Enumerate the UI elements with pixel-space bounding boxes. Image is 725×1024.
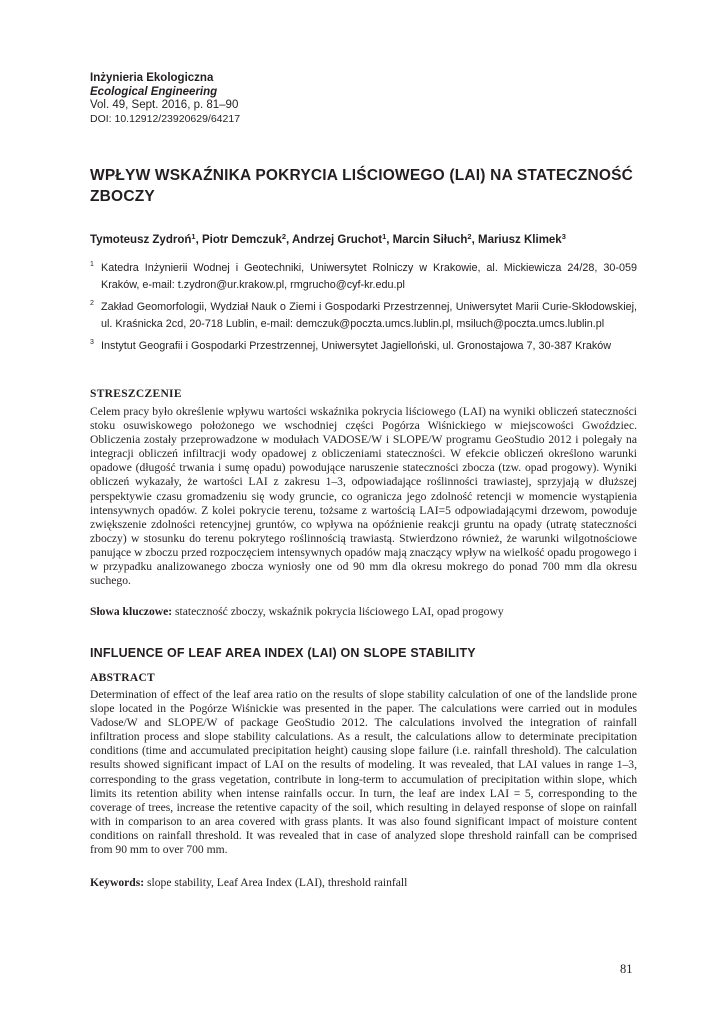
keywords-pl <box>90 605 637 619</box>
author-name: Andrzej Gruchot <box>291 234 383 246</box>
affiliation-text: Instytut Geografii i Gospodarki Przestrzennej, Uniwersytet Jagielloński, ul. Gronostajowa 7, 30-387 Kraków <box>101 340 612 353</box>
journal-volume: Vol. 49, Sept. 2016, p. 81–90 <box>90 99 239 111</box>
author-name: Marcin Siłuch <box>392 234 468 246</box>
affiliation-item <box>90 299 637 332</box>
author-name: Piotr Demczuk <box>201 234 282 246</box>
journal-name-en: Ecological Engineering <box>90 85 218 98</box>
keywords-pl-label: Słowa kluczowe: <box>90 605 173 618</box>
author-affiliation-mark: 2 <box>467 232 472 241</box>
keywords-pl-text: stateczność zboczy, wskaźnik pokrycia liściowego LAI, opad progowy <box>175 605 504 618</box>
affiliation-text: Katedra Inżynierii Wodnej i Geotechniki, Uniwersytet Rolniczy w Krakowie, al. Mickiewicza 24/28, 30-059 Kraków, e-mail: t.zydron@ur.krakow.pl, rmgrucho@cyf-kr.edu.pl <box>101 262 637 291</box>
journal-header <box>90 72 240 126</box>
author-list <box>90 232 566 246</box>
affiliation-number: 3 <box>90 339 94 347</box>
keywords-en-label: Keywords: <box>90 876 145 889</box>
affiliation-number: 2 <box>90 300 94 308</box>
streszczenie-text: Celem pracy było określenie wpływu wartości wskaźnika pokrycia liściowego (LAI) na wyniki obliczeń stateczności stoku osuwiskowego położonego we wschodniej części Pogórza Wiśnickiego w miejscowości Gwoździec. Obliczenia zostały przeprowadzone w modułach VADOSE/W i SLOPE/W programu GeoStudio 2012 i polegały na integracji obliczeń infiltracji wody opadowej z obliczeniami stateczności. W efekcie obliczeń określono warunki opadowe (długość trwania i sumę opadu) powodujące naruszenie stateczności zbocza (tzw. opad progowy). Wyniki obliczeń wykazały, że wartości LAI z zakresu 1–3, odpowiadające roślinności trawiastej, sprzyjają w dłuższej perspektywie czasu gromadzeniu się wody gruncie, co ogranicza jego zdolność retencji w momencie wystąpienia intensywnych opadów. Z kolei pokrycie terenu, tożsame z wartością LAI=5 odpowiadającymi drzewom, powoduje zwiększenie zdolności retencyjnej gruntów, co wpływa na opóźnienie reakcji gruntu na opady (utratę stateczności zboczy) w stosunku do terenu pokrytego roślinnością trawiastą. Stwierdzono również, że warunki wilgotnościowe panujące w zboczu przed rozpoczęciem intensywnych opadów mają znaczący wpływ na wielkość opadu progowego i w przypadku analizowanego zbocza wyniosły one od 90 mm dla okresu mokrego do ponad 700 mm dla okresu suchego. <box>90 405 637 588</box>
author-name: Mariusz Klimek <box>477 234 562 246</box>
author-affiliation-mark: 1 <box>382 232 387 241</box>
author-affiliation-mark: 1 <box>191 232 196 241</box>
journal-name-pl: Inżynieria Ekologiczna <box>90 72 214 84</box>
affiliation-item <box>90 338 637 355</box>
article-title-en: INFLUENCE OF LEAF AREA INDEX (LAI) ON SLOPE STABILITY <box>90 646 476 660</box>
abstract-heading: ABSTRACT <box>90 672 156 684</box>
author-name: Tymoteusz Zydroń <box>90 234 192 246</box>
affiliation-item <box>90 260 637 293</box>
author-separator: , <box>286 234 292 246</box>
keywords-en <box>90 876 637 890</box>
author-separator: , <box>471 234 478 246</box>
article-title-pl: WPŁYW WSKAŹNIKA POKRYCIA LIŚCIOWEGO (LAI) NA STATECZNOŚĆ ZBOCZY <box>90 167 634 205</box>
journal-doi: DOI: 10.12912/23920629/64217 <box>90 112 241 125</box>
author-affiliation-mark: 2 <box>281 232 287 241</box>
page-number: 81 <box>620 962 633 976</box>
abstract-text: Determination of effect of the leaf area ratio on the results of slope stability calculation of one of the landslide prone slope located in the Pogórze Wiśnickie was presented in the paper. The calculations were carried out in modules Vadose/W and SLOPE/W of package GeoStudio 2012. The calculations involved the integration of rainfall infiltration process and slope stability calculations. As a result, the calculations allow to determinate precipitation conditions (time and accumulated precipitation height) causing slope failure (i.e. rainfall threshold). The calculation results showed significant impact of LAI on the results of modeling. It was revealed, that LAI values in range 1–3, corresponding to the grass vegetation, contribute in long-term to accumulation of precipitation within slope, which limits its retention ability when intense rainfalls occur. In turn, the leaf are index LAI = 5, corresponding to the coverage of trees, increase the retentive capacity of the soil, which resulting in delayed response of slope on rainfall with in comparison to an area covered with grass plants. It was also found significant impact of moisture content conditions on rainfall threshold. It was revealed that in case of analyzed slope threshold rainfall can be comprised from 90 mm to over 700 mm. <box>90 688 637 857</box>
keywords-en-text: slope stability, Leaf Area Index (LAI), threshold rainfall <box>147 876 408 889</box>
streszczenie-heading: STRESZCZENIE <box>90 388 182 400</box>
affiliation-number: 1 <box>90 261 94 268</box>
affiliation-text: Zakład Geomorfologii, Wydział Nauk o Ziemi i Gospodarki Przestrzennej, Uniwersytet Marii Curie-Skłodowskiej, ul. Kraśnicka 2cd, 20-718 Lublin, e-mail: demczuk@poczta.umcs.lublin.pl, msiluch@poczta.umcs.lublin.pl <box>101 301 637 330</box>
affiliation-list <box>90 260 637 361</box>
author-separator: , <box>195 234 202 246</box>
author-separator: , <box>386 234 393 246</box>
author-affiliation-mark: 3 <box>561 232 566 241</box>
